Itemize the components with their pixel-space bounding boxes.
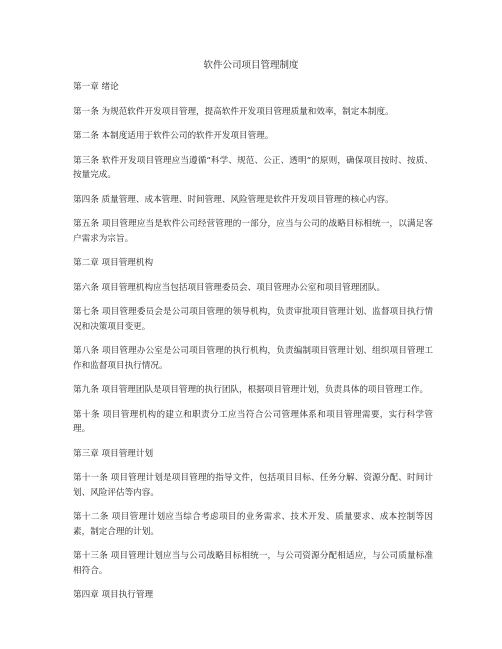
chapter-heading-3: 第三章 项目管理计划 [73,448,154,459]
article-paragraph: 第三条 软件开发项目管理应当遵循“科学、规范、公正、透明”的原则，确保项目按时、按质、按量完成。 [73,155,433,180]
article-paragraph: 第五条 项目管理应当是软件公司经营管理的一部分，应当与公司的战略目标相统一，以满足客户需求为宗旨。 [73,219,433,244]
article-paragraph: 第七条 项目管理委员会是公司项目管理的领导机构，负责审批项目管理计划、监督项目执行情况和决策项目变更。 [73,307,433,332]
article-paragraph: 第十条 项目管理机构的建立和职责分工应当符合公司管理体系和项目管理需要，实行科学管理。 [73,409,433,434]
article-paragraph: 第八条 项目管理办公室是公司项目管理的执行机构，负责编制项目管理计划、组织项目管理工作和监督项目执行情况。 [73,346,433,371]
document-title: 软件公司项目管理制度 [203,60,299,71]
article-paragraph: 第十二条 项目管理计划应当综合考虑项目的业务需求、技术开发、质量要求、成本控制等因素，制定合理的计划。 [73,512,433,537]
article-paragraph: 第十一条 项目管理计划是项目管理的指导文件，包括项目目标、任务分解、资源分配、时间计划、风险评估等内容。 [73,473,433,498]
article-paragraph: 第四条 质量管理、成本管理、时间管理、风险管理是软件开发项目管理的核心内容。 [73,194,394,205]
chapter-heading-2: 第二章 项目管理机构 [73,258,154,268]
article-paragraph: 第一条 为规范软件开发项目管理，提高软件开发项目管理质量和效率，制定本制度。 [73,106,394,117]
chapter-heading-4: 第四章 项目执行管理 [73,590,154,600]
article-paragraph: 第十三条 项目管理计划应当与公司战略目标相统一，与公司资源分配相适应，与公司质量标准相符合。 [73,551,433,576]
article-paragraph: 第九条 项目管理团队是项目管理的执行团队，根据项目管理计划，负责具体的项目管理工作。 [73,385,429,395]
article-paragraph: 第二条 本制度适用于软件公司的软件开发项目管理。 [73,131,274,141]
document-body [73,80,433,613]
article-paragraph: 第六条 项目管理机构应当包括项目管理委员会、项目管理办公室和项目管理团队。 [73,282,386,293]
chapter-heading-1: 第一章 绪论 [73,82,119,92]
